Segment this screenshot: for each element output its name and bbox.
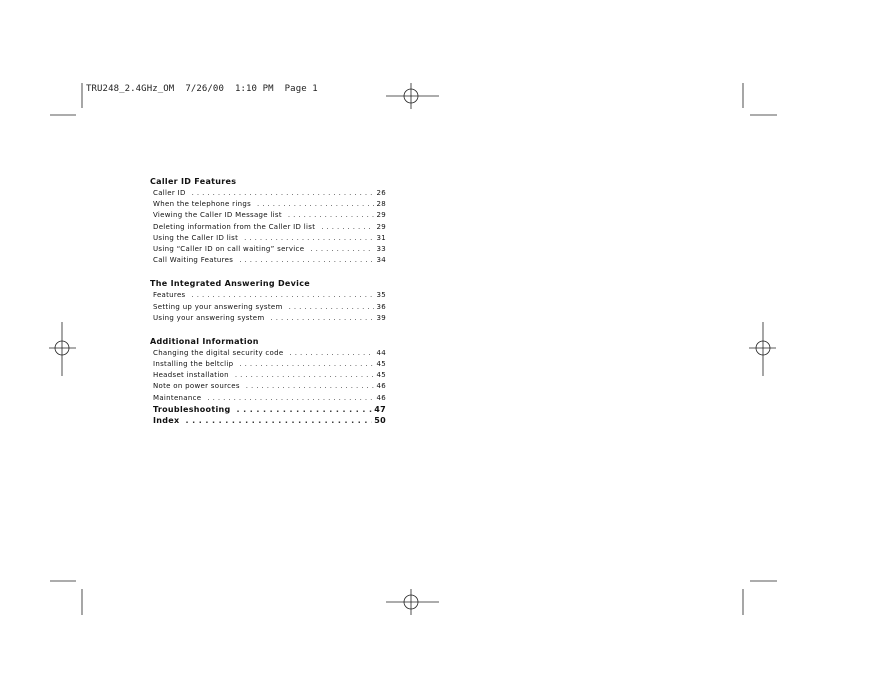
toc-entry-page-number: 47 xyxy=(374,404,386,414)
toc-entry-page-number: 46 xyxy=(376,382,386,391)
toc-entry-page-number: 29 xyxy=(376,222,386,231)
toc-entry xyxy=(150,210,386,221)
toc-entry-label: Headset installation xyxy=(153,371,229,380)
toc-entry-page-number: 45 xyxy=(376,371,386,380)
toc-entry xyxy=(150,313,386,324)
dot-leader xyxy=(310,244,374,255)
dot-leader xyxy=(239,359,374,370)
registration-mark-left xyxy=(49,322,76,376)
print-slug-line: TRU248_2.4GHz_OM 7/26/00 1:10 PM Page 1 xyxy=(86,84,318,94)
toc-entry-label: Using “Caller ID on call waiting” service xyxy=(153,244,305,253)
toc-entry-page-number: 29 xyxy=(376,211,386,220)
toc-entry-label: Index xyxy=(153,416,180,425)
dot-leader xyxy=(321,222,374,233)
toc-entry-label: Changing the digital security code xyxy=(153,348,284,357)
toc-entry-page-number: 39 xyxy=(376,313,386,322)
toc-entry xyxy=(150,370,386,381)
toc-section-title: The Integrated Answering Device xyxy=(150,279,310,289)
toc-entry-label: Call Waiting Features xyxy=(153,256,234,265)
dot-leader xyxy=(271,313,375,324)
toc-entry-label: Using the Caller ID list xyxy=(153,233,239,242)
toc-entry-page-number: 33 xyxy=(376,244,386,253)
dot-leader xyxy=(235,370,375,381)
toc-entry-page-number: 31 xyxy=(376,233,386,242)
toc-entry-page-number: 50 xyxy=(374,416,386,425)
dot-leader xyxy=(207,393,374,404)
toc-section-title: Caller ID Features xyxy=(150,177,237,186)
toc-entry xyxy=(150,302,386,313)
toc-entry-label: Maintenance xyxy=(153,393,202,402)
toc-entry xyxy=(150,233,386,244)
toc-entry-label: Note on power sources xyxy=(153,382,240,391)
toc-entry-label: Setting up your answering system xyxy=(153,302,283,311)
toc-entry xyxy=(150,415,386,426)
dot-leader xyxy=(185,415,372,426)
toc-entry-page-number: 36 xyxy=(376,302,386,311)
toc-section xyxy=(150,278,386,324)
table-of-contents xyxy=(150,176,386,438)
toc-entry-page-number: 44 xyxy=(376,348,386,357)
toc-entry-label: Deleting information from the Caller ID list xyxy=(153,222,316,231)
dot-leader xyxy=(288,210,375,221)
toc-entry xyxy=(150,255,386,266)
toc-entry-page-number: 26 xyxy=(376,189,386,197)
toc-entry-page-number: 35 xyxy=(376,291,386,300)
dot-leader xyxy=(237,404,373,415)
toc-entry xyxy=(150,199,386,210)
dot-leader xyxy=(239,255,374,266)
dot-leader xyxy=(192,188,375,199)
toc-entry-label: Installing the beltclip xyxy=(153,360,234,369)
registration-mark-bottom xyxy=(386,589,439,615)
toc-entry xyxy=(150,290,386,301)
toc-section-title: Additional Information xyxy=(150,336,259,346)
toc-entry-label: Features xyxy=(153,291,186,300)
toc-entry xyxy=(150,404,386,415)
toc-entry-label: Viewing the Caller ID Message list xyxy=(153,211,282,220)
toc-entry-label: When the telephone rings xyxy=(153,200,252,209)
toc-entry-label: Caller ID xyxy=(153,189,186,197)
dot-leader xyxy=(289,302,375,313)
toc-entry-page-number: 28 xyxy=(376,200,386,209)
toc-entry-page-number: 45 xyxy=(376,360,386,369)
toc-entry xyxy=(150,188,386,199)
dot-leader xyxy=(244,233,374,244)
registration-mark-top xyxy=(386,83,439,109)
toc-section xyxy=(150,176,386,266)
toc-entry xyxy=(150,381,386,392)
toc-entry xyxy=(150,244,386,255)
toc-entry-page-number: 34 xyxy=(376,256,386,265)
toc-entry xyxy=(150,359,386,370)
registration-mark-right xyxy=(749,322,776,376)
toc-entry xyxy=(150,393,386,404)
dot-leader xyxy=(192,290,375,301)
toc-entry xyxy=(150,222,386,233)
toc-entry-label: Using your answering system xyxy=(153,313,265,322)
toc-entry xyxy=(150,348,386,359)
toc-entry-label: Troubleshooting xyxy=(153,404,231,414)
dot-leader xyxy=(290,348,375,359)
dot-leader xyxy=(246,381,375,392)
toc-entry-page-number: 46 xyxy=(376,393,386,402)
dot-leader xyxy=(257,199,374,210)
toc-section xyxy=(150,336,386,426)
